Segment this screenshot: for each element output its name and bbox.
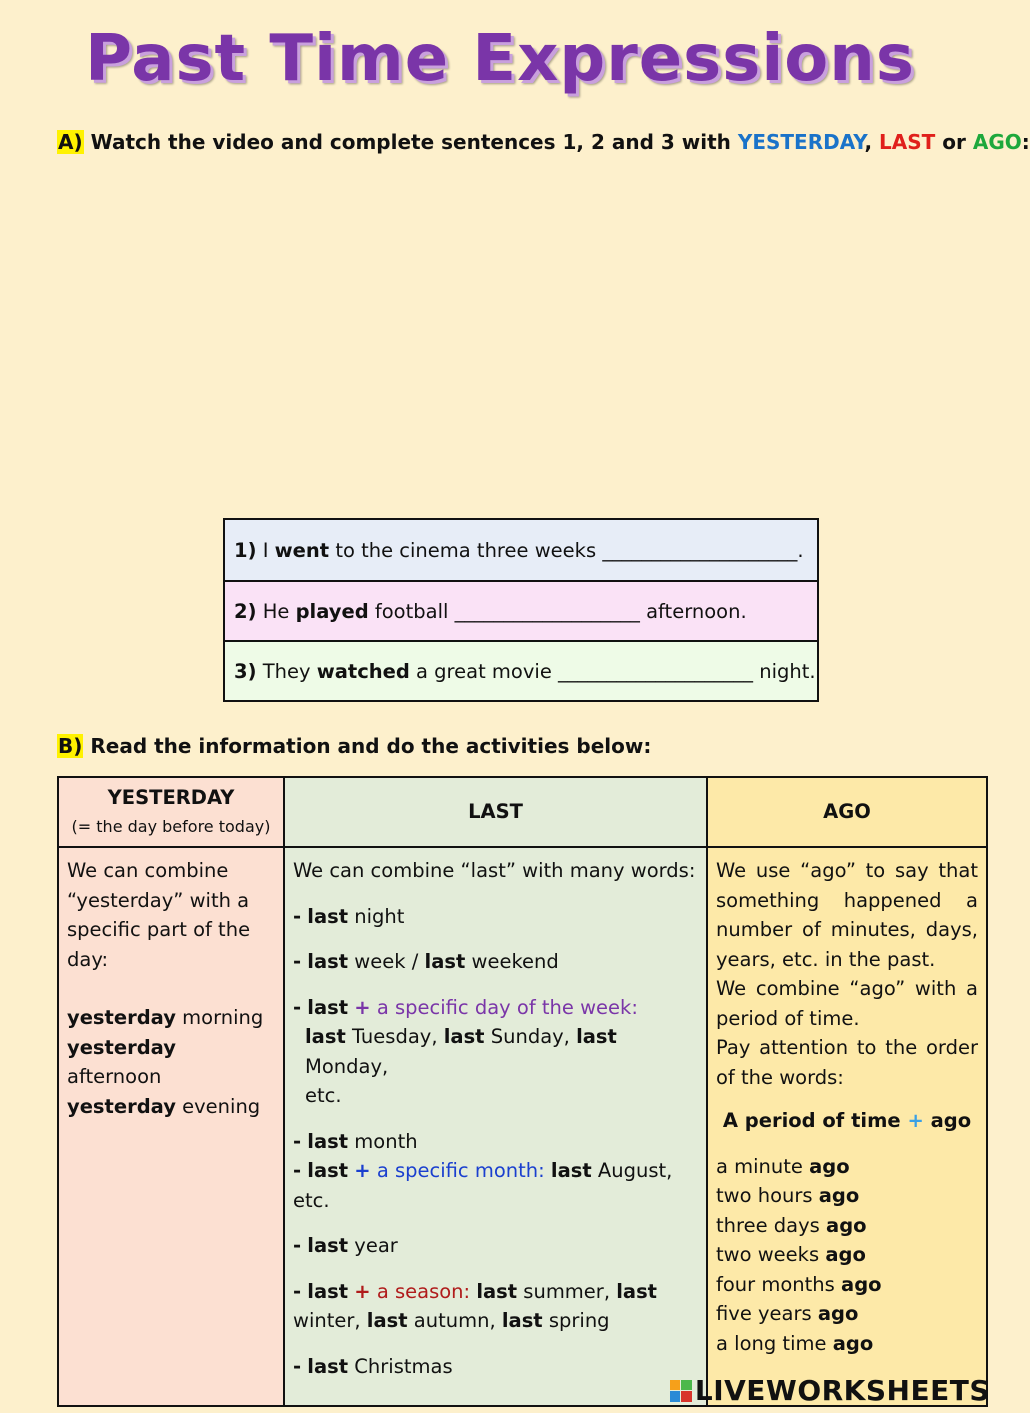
last-item-month: - last month - last + a specific month: last August, etc. bbox=[293, 1129, 673, 1212]
ago-example: a minute ago bbox=[716, 1154, 850, 1178]
ago-example: two weeks ago bbox=[716, 1243, 866, 1266]
sentence-row-2 bbox=[225, 580, 817, 640]
sentence-number: 3) bbox=[234, 659, 257, 683]
ago-example: three days ago bbox=[716, 1213, 867, 1237]
last-item-christmas: - last Christmas bbox=[293, 1354, 453, 1378]
sentence-text: football bbox=[374, 599, 449, 623]
sentence-row-3 bbox=[225, 640, 817, 700]
yesterday-item: yesterday afternoon bbox=[67, 1035, 176, 1088]
ago-paragraph-3: Pay attention to the order of the words: bbox=[716, 1036, 978, 1089]
yesterday-item: yesterday evening bbox=[67, 1094, 261, 1118]
header-yesterday-title: YESTERDAY bbox=[107, 785, 235, 809]
sentences-box bbox=[223, 518, 819, 702]
last-item-day: - last + a specific day of the week: last Tuesday, last Sunday, last Monday, etc. bbox=[293, 995, 638, 1107]
yesterday-item: yesterday morning bbox=[67, 1006, 264, 1029]
sentence-text: He bbox=[262, 599, 290, 623]
yesterday-cell bbox=[58, 847, 284, 1406]
ago-example: four months ago bbox=[716, 1272, 882, 1296]
ago-example: two hours ago bbox=[716, 1184, 860, 1207]
answer-blank-2[interactable]: ___________________ bbox=[454, 599, 640, 623]
liveworksheets-brand: LIVEWORKSHEETS bbox=[694, 1374, 990, 1407]
sentence-verb: played bbox=[295, 599, 369, 623]
answer-blank-3[interactable]: ____________________ bbox=[558, 659, 754, 683]
last-item-week: - last week / last weekend bbox=[293, 950, 559, 973]
section-a-text: Watch the video and complete sentences 1, 2 and 3 with bbox=[90, 130, 731, 154]
liveworksheets-logo[interactable] bbox=[670, 1374, 990, 1407]
section-b-text: Read the information and do the activities below: bbox=[90, 734, 652, 758]
sentence-verb: watched bbox=[316, 659, 410, 683]
last-item-night: - last night bbox=[293, 904, 405, 928]
sentence-number: 2) bbox=[234, 599, 257, 623]
sentence-text: afternoon. bbox=[646, 599, 747, 623]
last-item-season: - last + a season: last summer, last winter, last autumn, last spring bbox=[293, 1279, 658, 1332]
sentence-text: to the cinema three weeks bbox=[335, 538, 597, 562]
section-b-instruction bbox=[57, 734, 651, 758]
ago-formula: A period of time + ago bbox=[722, 1109, 972, 1132]
ago-paragraph-2: We combine “ago” with a period of time. bbox=[716, 977, 978, 1030]
video-embed-area[interactable] bbox=[0, 170, 1000, 500]
sentence-text: They bbox=[262, 659, 311, 683]
sentence-text: I bbox=[262, 538, 269, 562]
ago-example: five years ago bbox=[716, 1302, 859, 1325]
header-yesterday bbox=[58, 777, 284, 847]
sentence-number: 1) bbox=[234, 538, 257, 562]
keyword-ago: AGO bbox=[972, 130, 1022, 154]
sentence-text: night. bbox=[759, 659, 816, 683]
ago-paragraph-1: We use “ago” to say that something happened a number of minutes, days, years, etc. in the past. bbox=[716, 859, 978, 971]
page-title: Past Time Expressions bbox=[85, 22, 915, 96]
section-b-label: B) bbox=[58, 734, 83, 758]
liveworksheets-logo-icon bbox=[670, 1380, 692, 1402]
section-a-instruction bbox=[57, 130, 1030, 154]
sentence-text: a great movie bbox=[416, 659, 552, 683]
yesterday-intro: We can combine “yesterday” with a specific part of the day: bbox=[67, 859, 251, 971]
keyword-last: LAST bbox=[879, 130, 936, 154]
header-last: LAST bbox=[284, 777, 707, 847]
ago-example: a long time ago bbox=[716, 1331, 874, 1355]
keyword-yesterday: YESTERDAY bbox=[737, 130, 865, 154]
header-ago: AGO bbox=[707, 777, 987, 847]
keyword-colon: : bbox=[1021, 130, 1030, 154]
info-table bbox=[57, 776, 988, 1407]
keyword-or: or bbox=[942, 130, 966, 154]
sentence-row-1 bbox=[225, 520, 817, 580]
answer-blank-1[interactable]: ____________________ bbox=[602, 538, 798, 562]
sentence-verb: went bbox=[274, 538, 330, 562]
last-cell bbox=[284, 847, 707, 1406]
keyword-comma: , bbox=[864, 130, 873, 154]
ago-cell bbox=[707, 847, 987, 1406]
last-intro: We can combine “last” with many words: bbox=[293, 859, 696, 882]
last-item-year: - last year bbox=[293, 1234, 398, 1257]
section-a-label: A) bbox=[58, 130, 83, 154]
sentence-text: . bbox=[797, 538, 804, 562]
header-yesterday-subtitle: (= the day before today) bbox=[71, 817, 271, 836]
